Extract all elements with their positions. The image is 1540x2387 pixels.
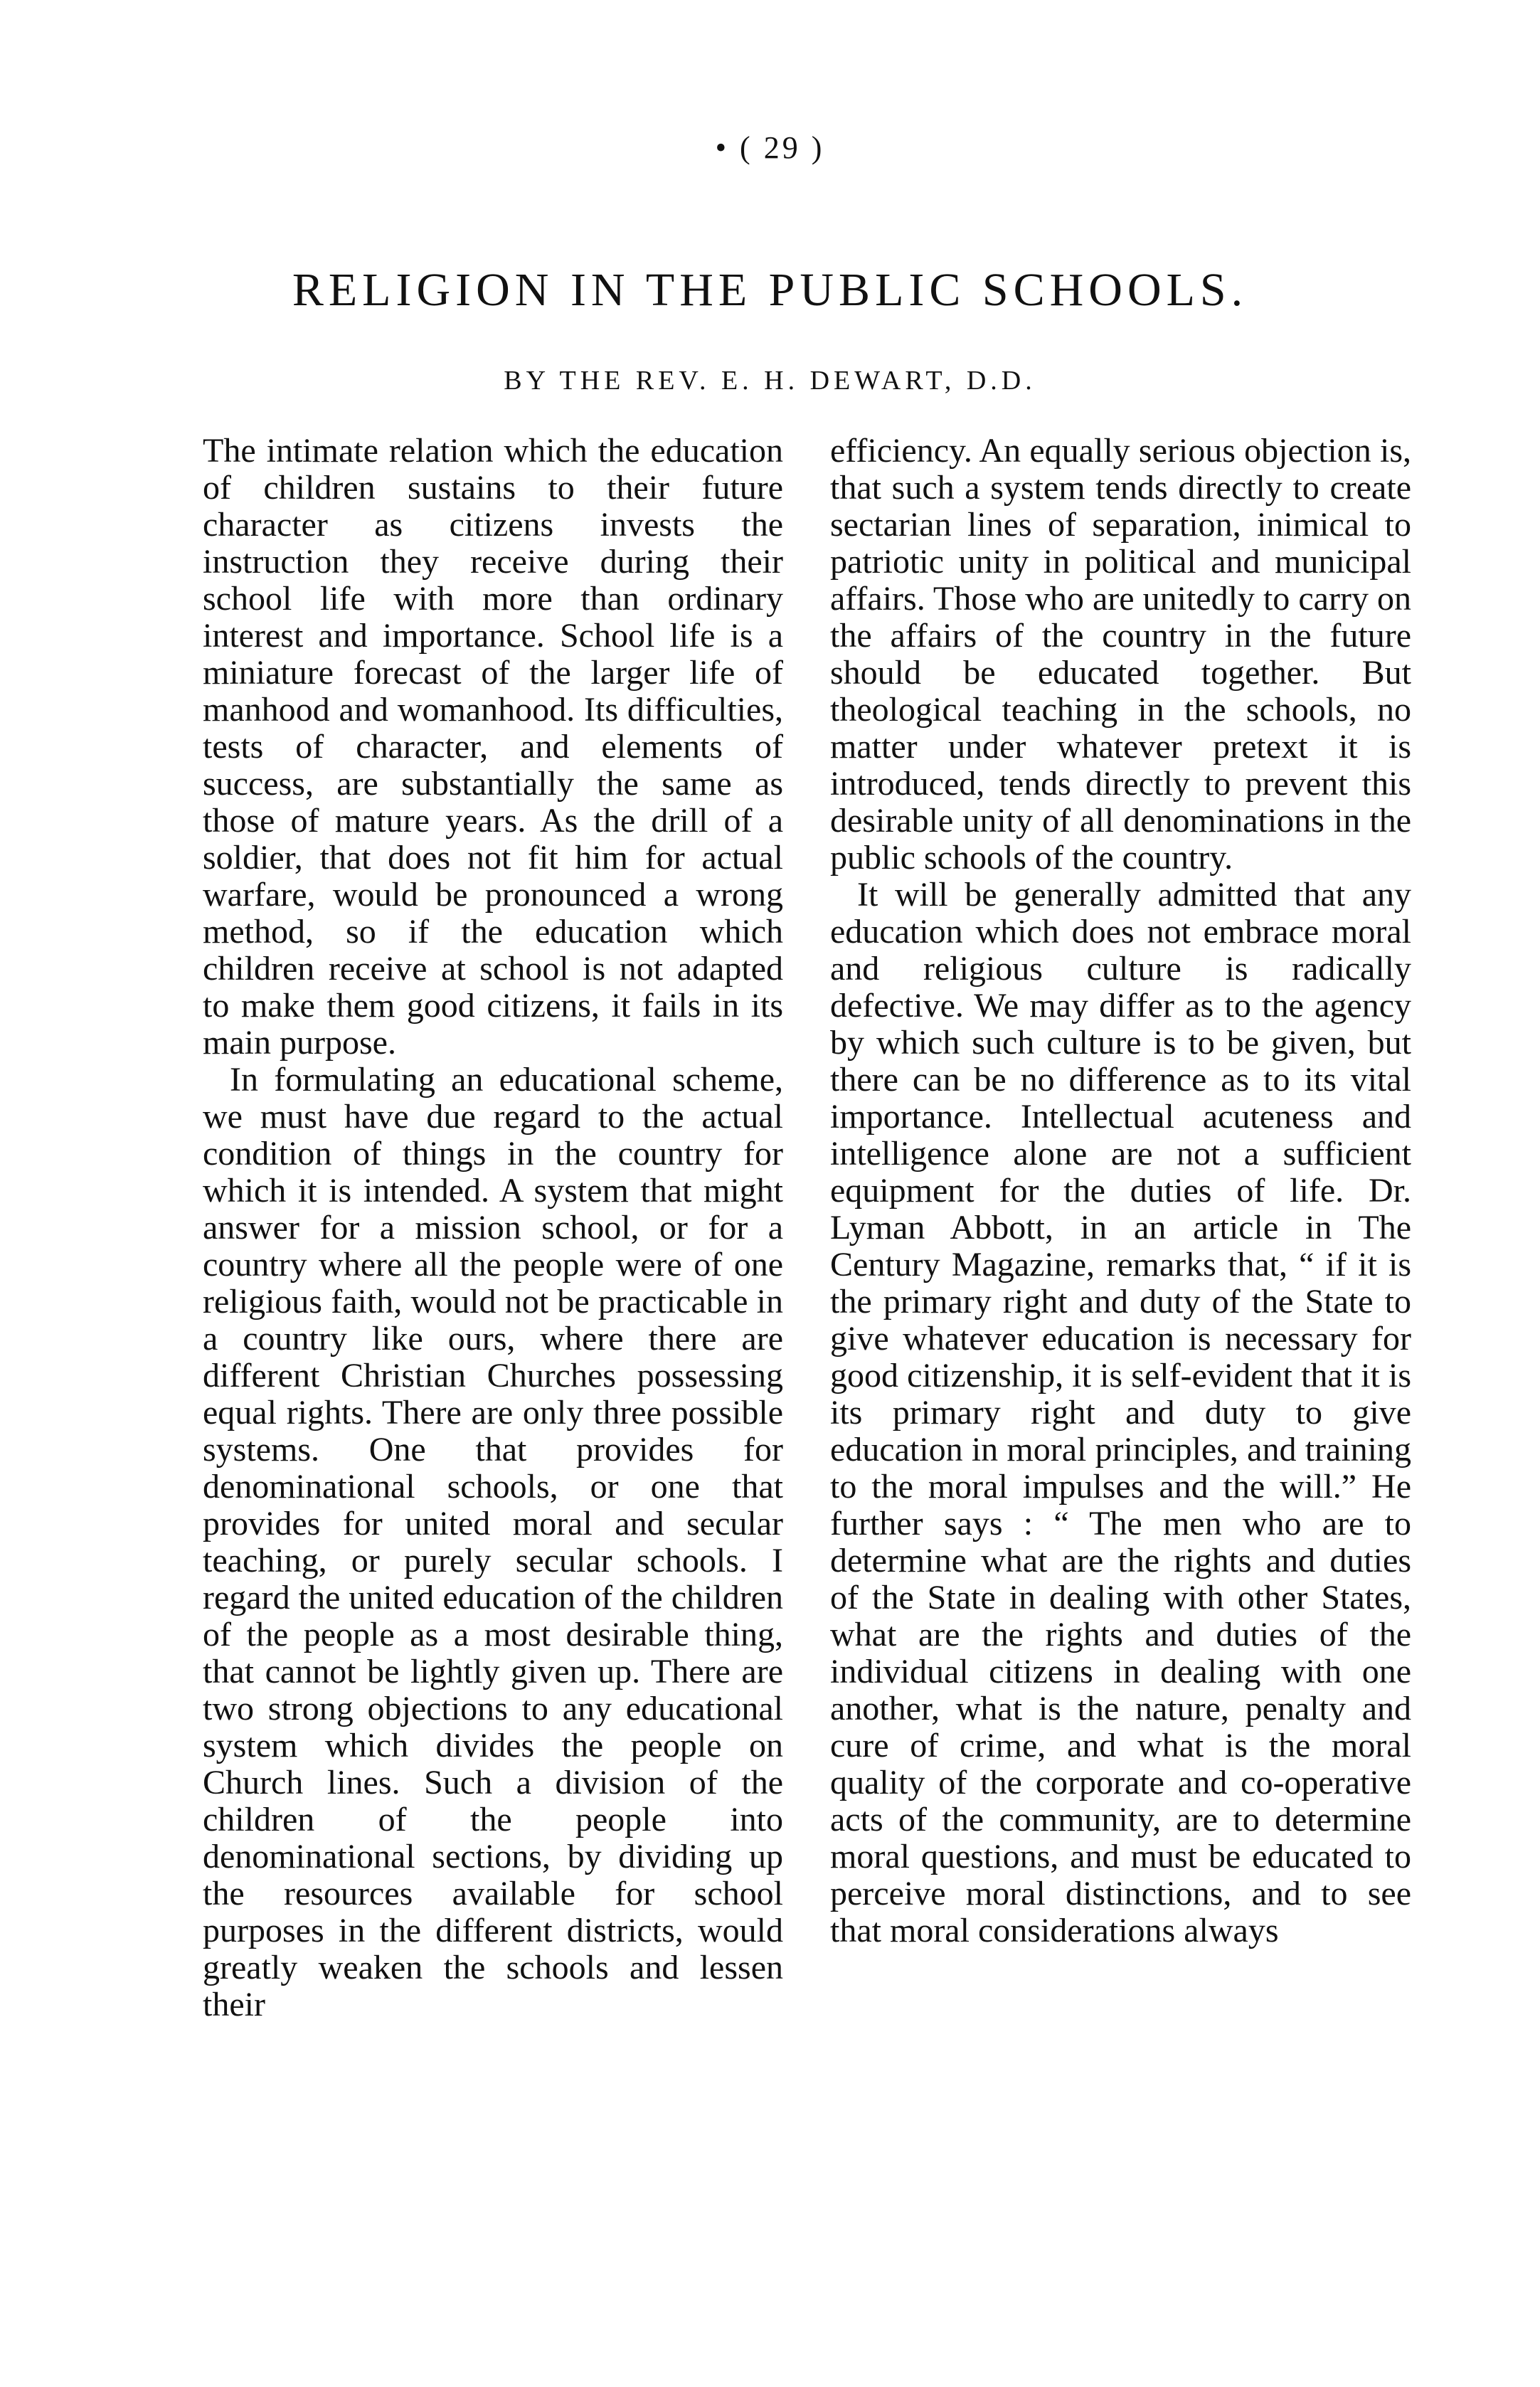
left-column [203,433,783,2023]
paragraph: The intimate relation which the education of children sustains to their future character as citizens invests the instruction they receive during their school life with more than ordinary interest and importance. School life is a miniature forecast of the larger life of manhood and womanhood. Its difficulties, tests of character, and elements of success, are substantially the same as those of mature years. As the drill of a soldier, that does not fit him for actual warfare, would be pronounced a wrong method, so if the education which children receive at school is not adapted to make them good citizens, it fails in its main purpose. [203,432,783,1062]
paragraph: efficiency. An equally serious objection is, that such a system tends directly to create sectarian lines of separation, inimical to patriotic unity in political and municipal affairs. Those who are unitedly to carry on the affairs of the country in the future should be educated together. But theological teaching in the schools, no matter under whatever pretext it is introduced, tends directly to prevent this desirable unity of all denominations in the public schools of the country. [830,432,1411,877]
article-title: RELIGION IN THE PUBLIC SCHOOLS. [292,264,1248,316]
paragraph: It will be generally admitted that any education which does not embrace moral and religious culture is radically defective. We may differ as to the agency by which such culture is to be given, but there can be no difference as to its vital importance. Intellectual acuteness and intelligence alone are not a sufficient equipment for the duties of life. Dr. Lyman Abbott, in an article in The Century Magazine, remarks that, “ if it is the primary right and duty of the State to give whatever education is necessary for good citizenship, it is self-evident that it is its primary right and duty to give education in moral principles, and training to the moral impulses and the will.” He further says : “ The men who are to determine what are the rights and duties of the State in dealing with other States, what are the rights and duties of the individual citizens in dealing with one another, what is the nature, penalty and cure of crime, and what is the moral quality of the corporate and co-operative acts of the community, are to determine moral questions, and must be educated to perceive moral distinctions, and to see that moral considerations always [830,876,1411,1949]
article-byline: BY THE REV. E. H. DEWART, D.D. [504,366,1036,396]
page-number: • ( 29 ) [715,130,825,165]
right-column [830,433,1411,1949]
paragraph: In formulating an educational scheme, we must have due regard to the actual condition of things in the country for which it is intended. A system that might answer for a mission school, or for a country where all the people were of one religious faith, would not be practicable in a country like ours, where there are different Christian Churches possessing equal rights. There are only three possible systems. One that provides for denominational schools, or one that provides for united moral and secular teaching, or purely secular schools. I regard the united education of the children of the people as a most desirable thing, that cannot be lightly given up. There are two strong objections to any educational system which divides the people on Church lines. Such a division of the children of the people into denominational sections, by dividing up the resources available for school purposes in the different districts, would greatly weaken the schools and lessen their [203,1061,783,2023]
